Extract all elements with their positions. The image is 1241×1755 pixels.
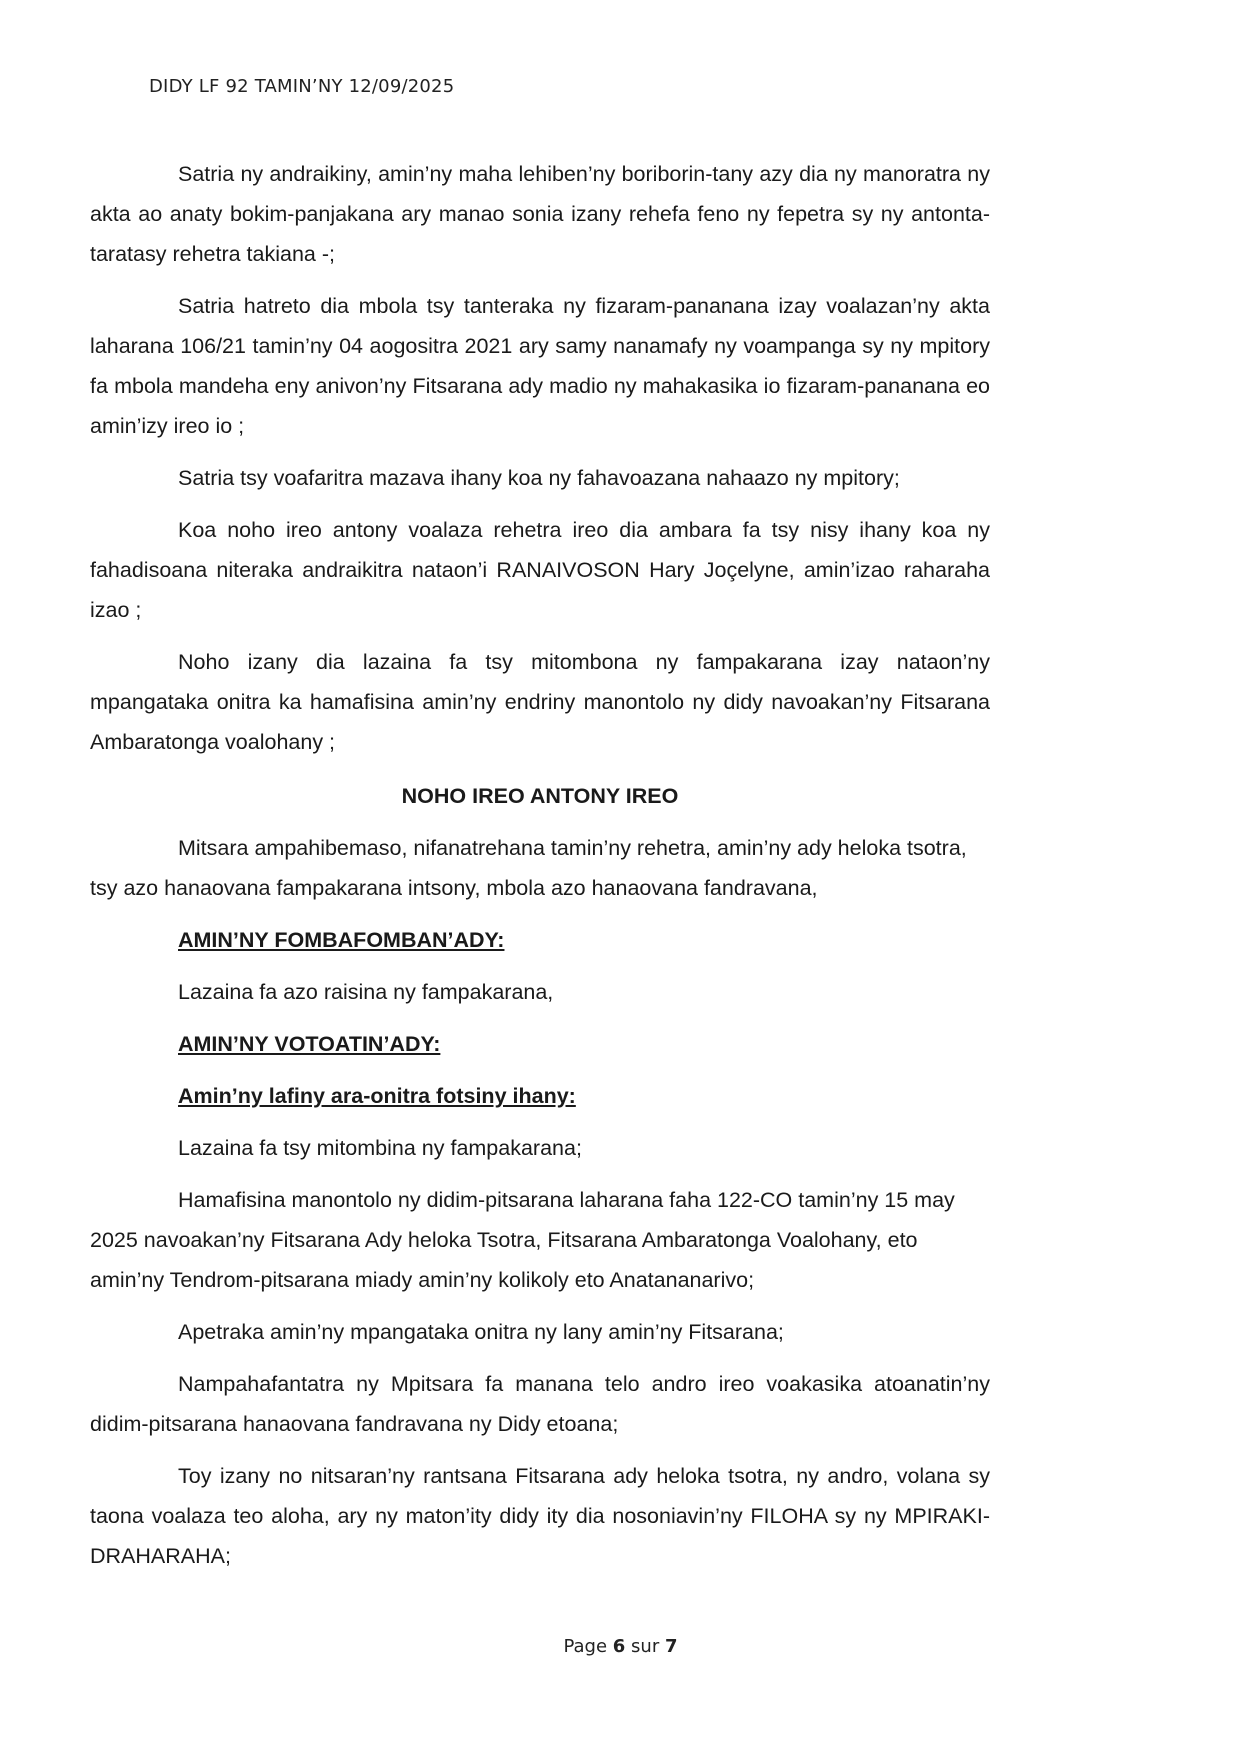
paragraph-7: Lazaina fa azo raisina ny fampakarana, [178,980,554,1004]
paragraph-6: Mitsara ampahibemaso, nifanatrehana tamin’ny rehetra, amin’ny ady heloka tsotra, tsy azo hanaovana fampakarana intsony, mbola azo hanaovana fandravana, [90,836,967,900]
paragraph-12: Toy izany no nitsaran’ny rantsana Fitsarana ady heloka tsotra, ny andro, volana sy taona voalaza teo aloha, ary ny maton’ity didy ity dia nosoniavin’ny FILOHA sy ny MPIRAKI-DRAHARAHA; [90,1464,990,1568]
paragraph-2: Satria hatreto dia mbola tsy tanteraka ny fizaram-pananana izay voalazan’ny akta laharana 106/21 tamin’ny 04 aogositra 2021 ary samy nanamafy ny voampanga sy ny mpitory fa mbola mandeha eny anivon’ny Fitsarana ady madio ny mahakasika io fizaram-pananana eo amin’izy ireo io ; [90,294,990,438]
paragraph-8: Lazaina fa tsy mitombina ny fampakarana; [178,1136,582,1160]
document-body [90,154,990,1588]
page-label: Page [563,1636,613,1657]
section-heading: NOHO IREO ANTONY IREO [401,784,679,808]
subheading-merits: AMIN’NY VOTOATIN’ADY: [178,1032,441,1056]
page-footer [0,1636,1241,1657]
paragraph-11: Nampahafantatra ny Mpitsara fa manana telo andro ireo voakasika atoanatin’ny didim-pitsarana hanaovana fandravana ny Didy etoana; [90,1372,990,1436]
paragraph-1: Satria ny andraikiny, amin’ny maha lehiben’ny boriborin-tany azy dia ny manoratra ny akta ao anaty bokim-panjakana ary manao sonia izany rehefa feno ny fepetra sy ny antonta-taratasy rehetra takiana -; [90,162,990,266]
page-current: 6 [612,1636,626,1657]
paragraph-4: Koa noho ireo antony voalaza rehetra ireo dia ambara fa tsy nisy ihany koa ny fahadisoana niteraka andraikitra nataon’i RANAIVOSON Hary Joçelyne, amin’izao raharaha izao ; [90,518,990,622]
paragraph-5: Noho izany dia lazaina fa tsy mitombona ny fampakarana izay nataon’ny mpangataka onitra ka hamafisina amin’ny endriny manontolo ny didy navoakan’ny Fitsarana Ambaratonga voalohany ; [90,650,990,754]
subheading-civil: Amin’ny lafiny ara-onitra fotsiny ihany: [178,1084,576,1108]
page-separator: sur [625,1636,665,1657]
paragraph-3: Satria tsy voafaritra mazava ihany koa ny fahavoazana nahaazo ny mpitory; [178,466,900,490]
paragraph-10: Apetraka amin’ny mpangataka onitra ny lany amin’ny Fitsarana; [178,1320,784,1344]
paragraph-9: Hamafisina manontolo ny didim-pitsarana laharana faha 122-CO tamin’ny 15 may 2025 navoakan’ny Fitsarana Ady heloka Tsotra, Fitsarana Ambaratonga Voalohany, eto amin’ny Tendrom-pitsarana miady amin’ny kolikoly eto Anatananarivo; [90,1188,955,1292]
subheading-procedure: AMIN’NY FOMBAFOMBAN’ADY: [178,928,505,952]
page-total: 7 [664,1636,678,1657]
page-header: DIDY LF 92 TAMIN’NY 12/09/2025 [149,76,455,97]
